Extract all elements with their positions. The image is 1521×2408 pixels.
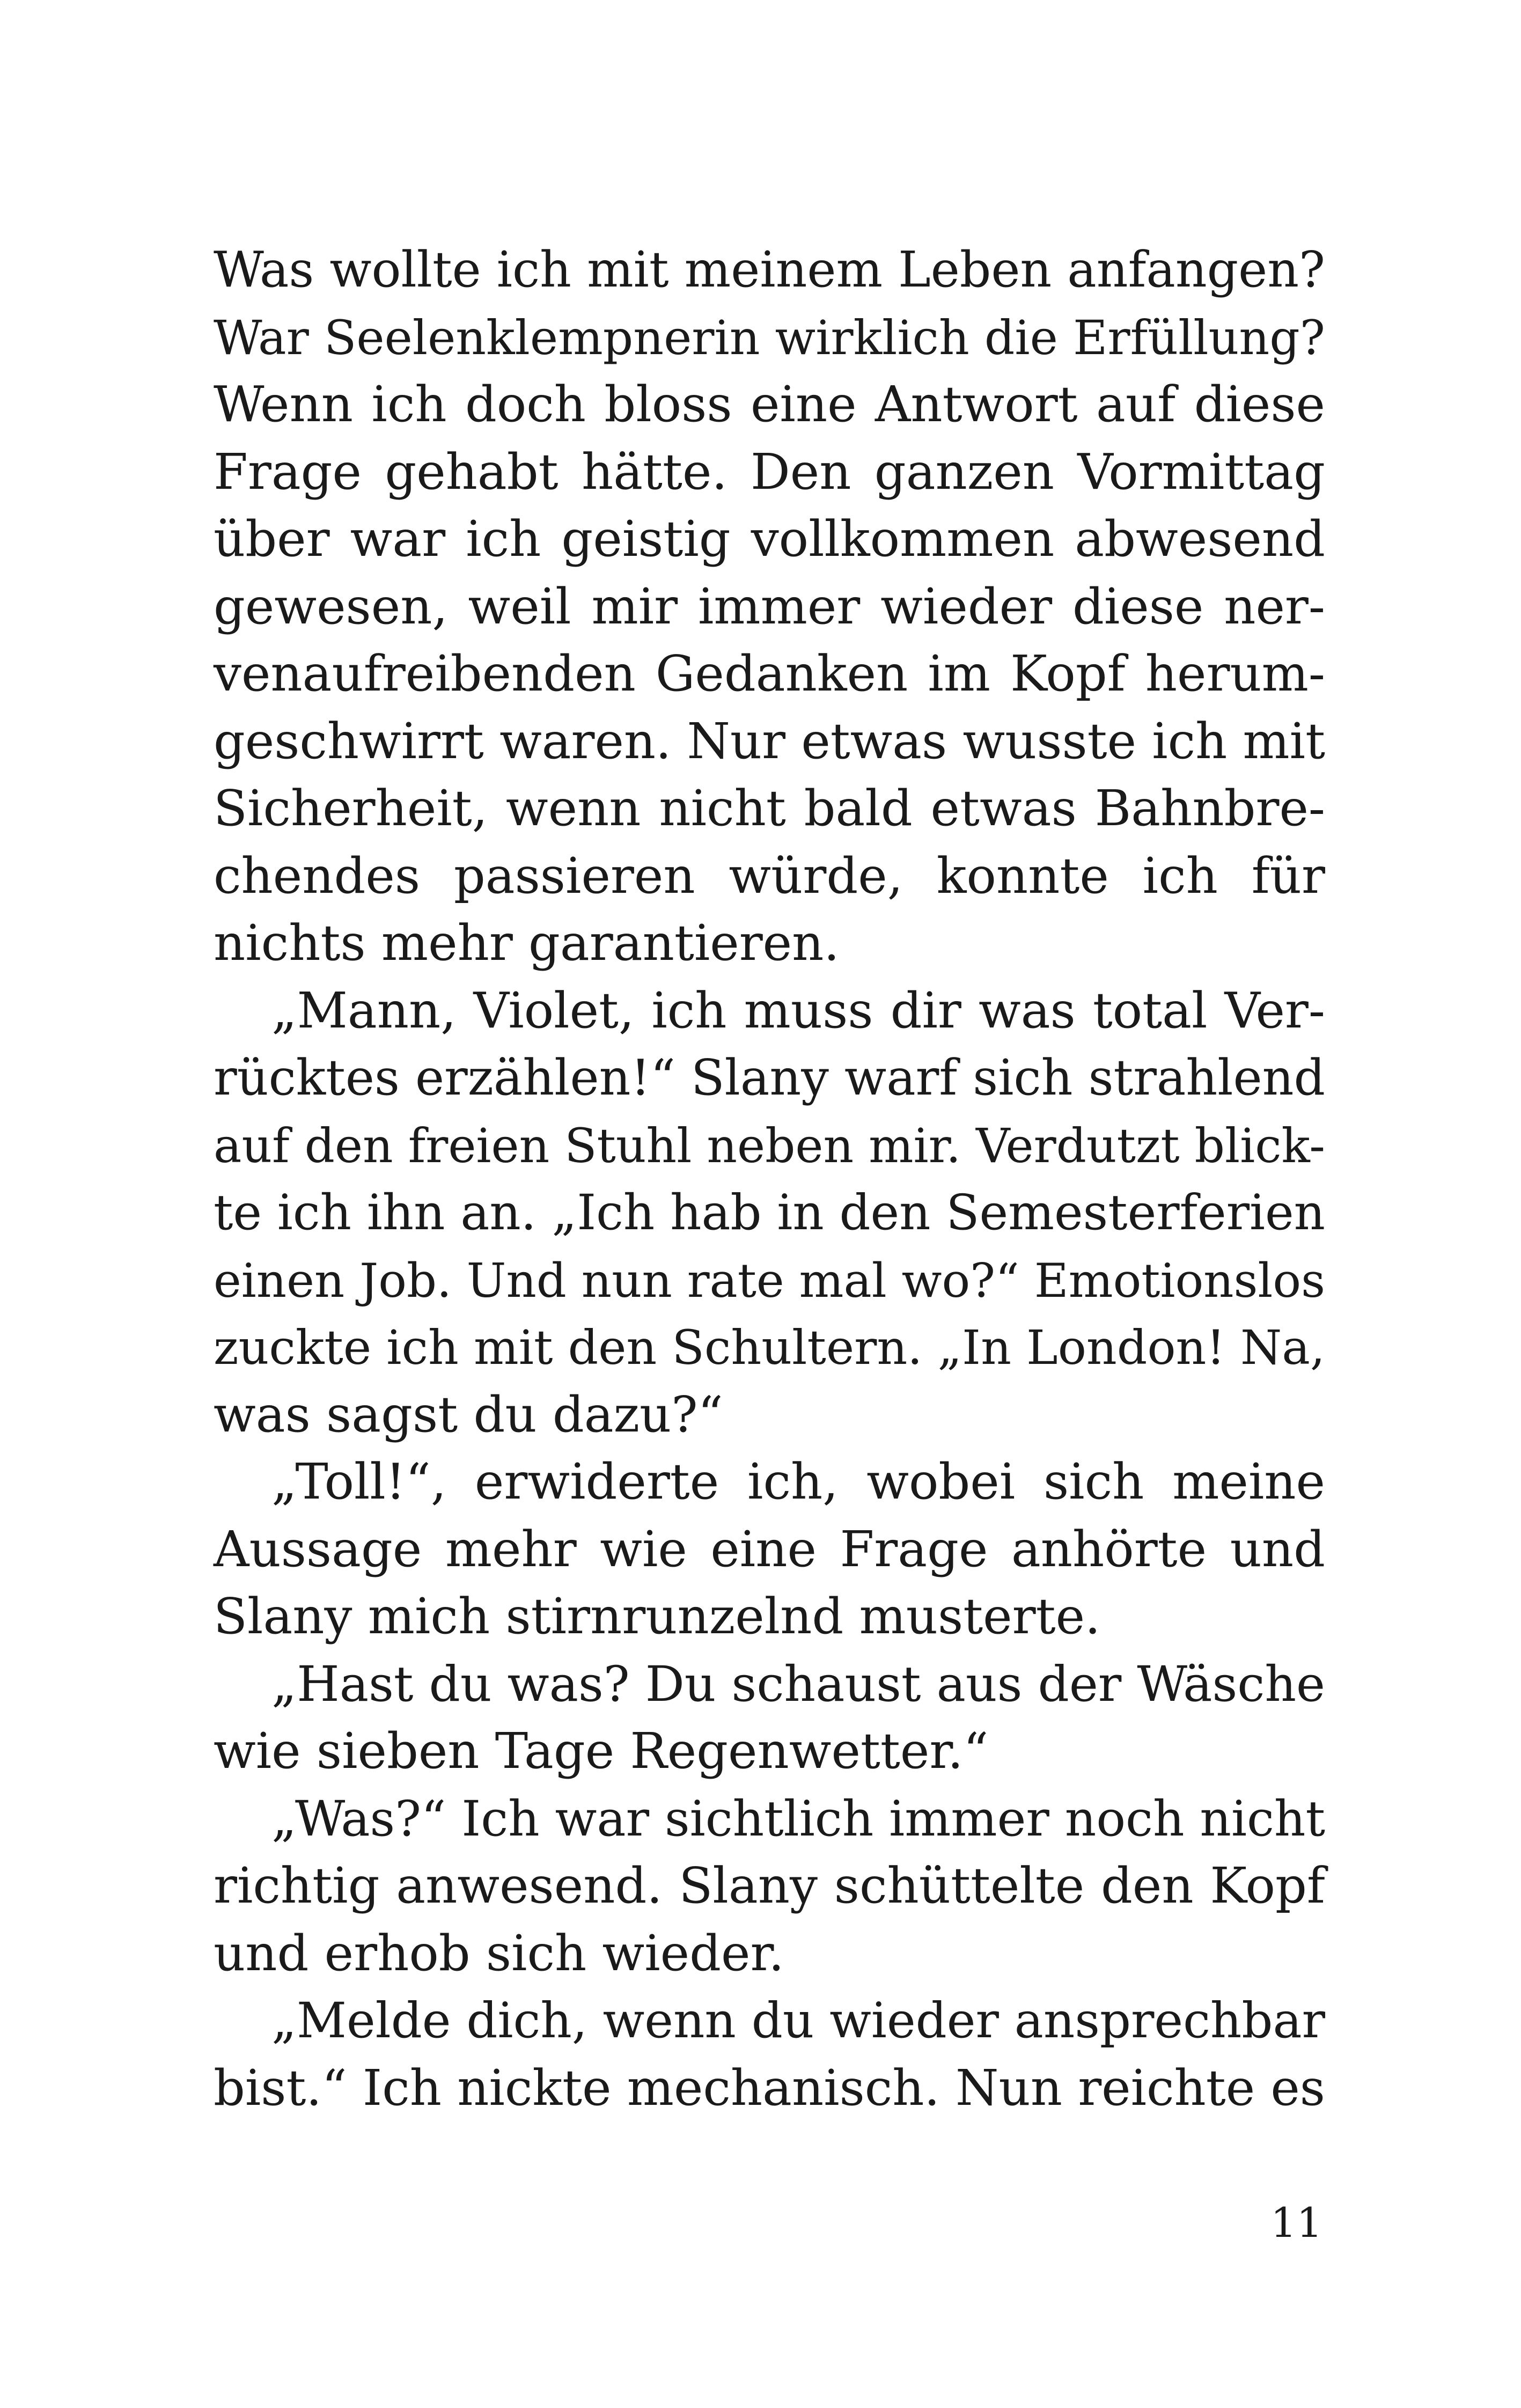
text-line: richtig anwesend. Slany schüttelte den Kopf xyxy=(214,1857,1325,1914)
text-line: gewesen, weil mir immer wieder diese ner- xyxy=(214,577,1325,635)
text-line: nichts mehr garantieren. xyxy=(214,914,840,972)
text-line: te ich ihn an. „Ich hab in den Semesterferien xyxy=(214,1185,1325,1241)
page-number: 11 xyxy=(1270,2199,1322,2247)
text-line: „Toll!“, erwiderte ich, wobei sich meine xyxy=(271,1453,1325,1510)
body-text xyxy=(214,236,1325,2121)
text-line: was sagst du dazu?“ xyxy=(214,1385,723,1443)
text-line: rücktes erzählen!“ Slany warf sich strahlend xyxy=(214,1049,1325,1106)
text-line: wie sieben Tage Regenwetter.“ xyxy=(214,1722,989,1780)
text-line: und erhob sich wieder. xyxy=(214,1924,784,1982)
text-line: „Melde dich, wenn du wieder ansprechbar xyxy=(271,1993,1325,2049)
text-line: chendes passieren würde, konnte ich für xyxy=(214,847,1325,905)
text-line: „Was?“ Ich war sichtlich immer noch nicht xyxy=(271,1790,1325,1847)
text-line: Sicherheit, wenn nicht bald etwas Bahnbre- xyxy=(214,780,1325,837)
text-line: Was wollte ich mit meinem Leben anfangen? xyxy=(214,241,1325,298)
text-line: venaufreibenden Gedanken im Kopf herum- xyxy=(214,645,1325,702)
text-line: auf den freien Stuhl neben mir. Verdutzt blick- xyxy=(214,1118,1325,1173)
text-line: zuckte ich mit den Schultern. „In London! Na, xyxy=(214,1320,1325,1375)
text-line: über war ich geistig vollkommen abwesend xyxy=(214,510,1325,568)
text-line: Wenn ich doch bloss eine Antwort auf diese xyxy=(214,376,1325,433)
text-line: Slany mich stirnrunzelnd musterte. xyxy=(214,1588,1101,1645)
text-line: geschwirrt waren. Nur etwas wusste ich mit xyxy=(214,712,1325,770)
text-line: „Hast du was? Du schaust aus der Wäsche xyxy=(271,1655,1325,1713)
text-line: Aussage mehr wie eine Frage anhörte und xyxy=(214,1520,1325,1578)
text-line: Frage gehabt hätte. Den ganzen Vormittag xyxy=(214,443,1325,501)
text-line: einen Job. Und nun rate mal wo?“ Emotionslos xyxy=(214,1253,1325,1308)
text-line: bist.“ Ich nickte mechanisch. Nun reichte es xyxy=(214,2059,1325,2117)
text-line: War Seelenklempnerin wirklich die Erfüllung? xyxy=(214,310,1325,365)
text-line: „Mann, Violet, ich muss dir was total Ver- xyxy=(271,981,1325,1039)
